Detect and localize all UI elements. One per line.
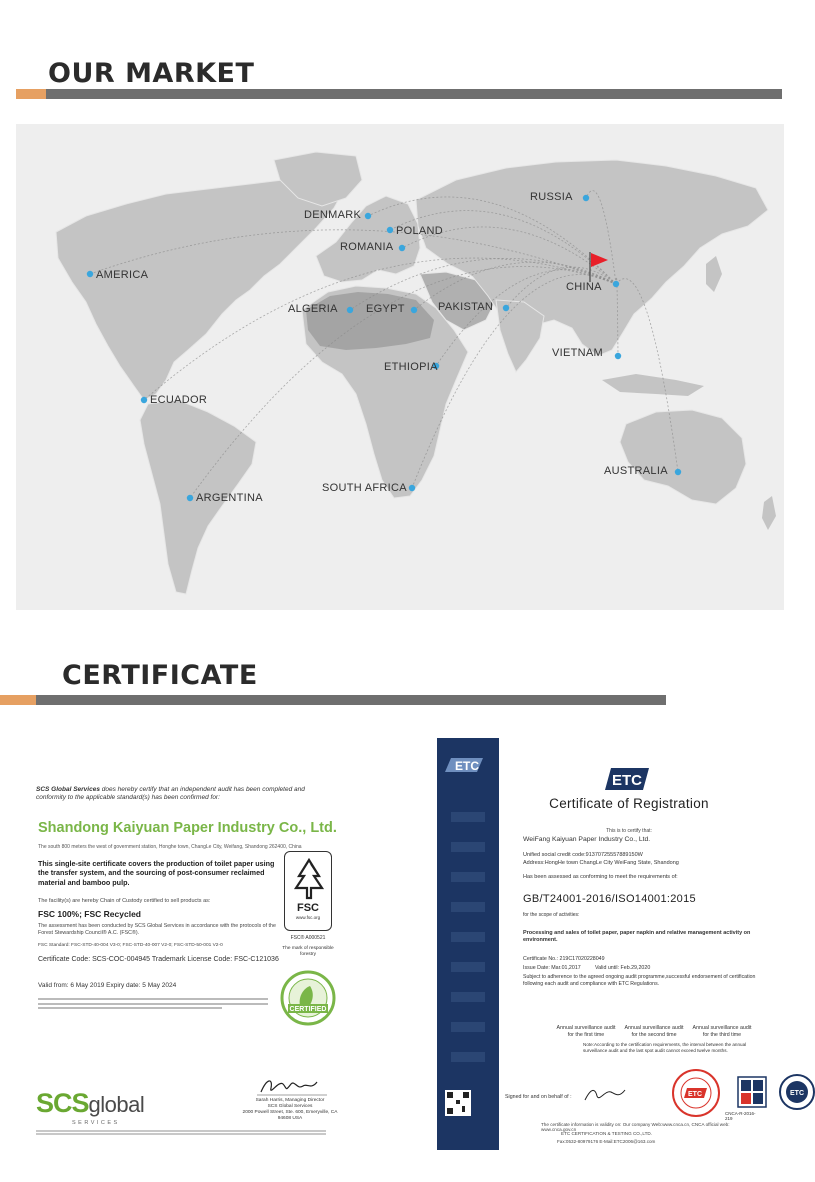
certificate-title-bar [0,695,666,705]
certified-seal-icon [280,970,336,1026]
marker-romania [399,245,405,251]
etc-address: Address:HongHe town ChangLe City WeiFang State, Shandong [523,860,679,866]
marker-poland [387,227,393,233]
indonesia-shape [602,374,704,396]
svg-text:ETC: ETC [455,759,479,773]
scs-facility-text: The facility(s) are hereby Chain of Custody certified to sell products as: [38,898,211,904]
marker-pakistan [503,305,509,311]
svg-text:ETC: ETC [688,1091,702,1098]
scs-services-text: SERVICES [72,1120,120,1126]
etc-blue-badge-icon [779,1074,815,1110]
scs-bottom-fine-print [36,1130,326,1138]
etc-scope-label: for the scope of activities: [523,912,580,918]
marker-vietnam [615,353,621,359]
certificate-section-title: CERTIFICATE [62,660,258,691]
etc-scope: Processing and sales of toilet paper, paper napkin and relative management activity on environment. [523,930,751,944]
marker-australia [675,469,681,475]
scs-company-name: Shandong Kaiyuan Paper Industry Co., Ltd. [38,820,337,836]
etc-certificate-no: Certificate No.: 219C17020228049 [523,956,605,962]
etc-audit-3: Annual surveillance audit for the third time [692,1025,752,1038]
label-pakistan: PAKISTAN [438,301,494,313]
marker-denmark [365,213,371,219]
scs-validity: Valid from: 6 May 2019 Expiry date: 5 May 2024 [38,982,177,989]
etc-footer-contact: Fax:0532-80979176 E-Mail:ETC2006@163.com [557,1139,656,1144]
etc-issue-date: Issue Date: Mar.01,2017 [523,965,581,971]
label-australia: AUSTRALIA [604,465,668,477]
fsc-tree-icon [285,854,333,904]
label-russia: RUSSIA [530,191,573,203]
label-algeria: ALGERIA [288,303,338,315]
marker-argentina [187,495,193,501]
sahara-shape [306,292,434,350]
etc-certificate [437,738,804,1150]
market-title-bar [16,89,782,99]
scs-address: The south 800 meters the west of government station, Honghe town, ChangLe City, Weifang, Shandong 262400, China [38,844,302,850]
etc-company: WeiFang Kaiyuan Paper Industry Co., Ltd. [523,836,651,843]
new-zealand-shape [762,496,776,530]
scs-certificate [22,778,340,1150]
fsc-license-code: FSC® A000521 [290,935,326,941]
market-section-title: OUR MARKET [48,58,255,89]
etc-title: Certificate of Registration [549,796,709,811]
etc-footer-info: The certificate information is validity on: Our company Web:www.cnca.cn, CNCA official web: www.cnca.gov.cn [541,1122,730,1132]
etc-signed-label: Signed for and on behalf of : [505,1094,572,1100]
label-poland: POLAND [396,225,444,237]
scs-assessment: The assessment has been conducted by SCS Global Services in accordance with the protocols of the Forest Stewardship Council® A.C. (FSC®). [38,923,276,936]
cnca-logo-icon [737,1076,767,1108]
label-ecuador: ECUADOR [150,394,208,406]
marker-china [613,281,619,287]
scs-intro: SCS Global Services does hereby certify that an independent audit has been completed and conformity to the applicable standard(s) has been confirmed for: [36,786,305,802]
label-china: CHINA [566,281,602,293]
label-romania: ROMANIA [340,241,394,253]
label-denmark: DENMARK [304,209,362,221]
marker-south-africa [409,485,415,491]
fsc-mark-text: The mark of responsible forestry [282,946,334,957]
scs-standard: FSC Standard: FSC-STD-40-004 V3-0; FSC-STD-40-007 V2-0; FSC-STD-50-001 V2-0 [38,943,223,948]
australia-shape [620,410,746,504]
etc-note: Note:According to the certification requirements, the interval between the annual surveillance audit and the last spot audit cannot exceed twelve months. [583,1042,747,1053]
svg-text:CERTIFIED: CERTIFIED [289,1006,327,1013]
japan-shape [706,256,722,292]
label-argentina: ARGENTINA [196,492,263,504]
scs-scope: This single-site certificate covers the production of toilet paper using the transfer system, and the sourcing of post-consumer reclaimed material and bamboo pulp. [38,859,275,887]
north-america-shape [56,176,346,400]
etc-cnca-code: CNCA-R-2016-219 [725,1111,756,1121]
world-map [16,124,784,610]
label-america: AMERICA [96,269,149,281]
etc-signature-image [583,1084,627,1104]
signatory-block: Sarah Harris, Managing Director SCS Global Services 2000 Powell Street, Ste. 600, Emeryville, CA 94608 USA [242,1098,338,1121]
etc-subject: Subject to adherence to the agreed ongoing audit programme,successful endorsement of certification following each audit and compliance with ETC Regulations. [523,974,756,987]
etc-standard: GB/T24001-2016/ISO14001:2015 [523,893,696,905]
etc-assessed: Has been assessed as conforming to meet the requirements of: [523,874,678,880]
etc-logo [605,766,649,792]
scs-global-logo: SCSglobal [36,1088,145,1118]
etc-audit-1: Annual surveillance audit for the first time [556,1025,616,1038]
marker-ecuador [141,397,147,403]
scs-claims: FSC 100%; FSC Recycled [38,909,141,919]
etc-footer-org: ETC CERTIFICATION & TESTING CO.,LTD. [561,1131,653,1136]
etc-red-stamp-icon [671,1068,721,1118]
etc-audit-2: Annual surveillance audit for the second time [624,1025,684,1038]
signature-image [257,1074,327,1098]
etc-certify-line: This is to certify that: [606,828,652,834]
etc-sidebar [437,738,499,1150]
scs-certificate-code: Certificate Code: SCS-COC-004945 Trademark License Code: FSC-C121036 [38,956,279,963]
india-shape [496,300,544,372]
svg-text:ETC: ETC [790,1090,804,1097]
marker-russia [583,195,589,201]
etc-credit-code: Unified social credit code:91370725557889150W [523,852,643,858]
label-ethiopia: ETHIOPIA [384,361,438,373]
etc-valid-until: Valid until: Feb.29,2020 [595,965,651,971]
label-egypt: EGYPT [366,303,405,315]
marker-egypt [411,307,417,313]
marker-algeria [347,307,353,313]
scs-fine-print [38,998,268,1018]
label-vietnam: VIETNAM [552,347,603,359]
label-south-africa: SOUTH AFRICA [322,482,407,494]
marker-america [87,271,93,277]
svg-text:ETC: ETC [612,772,642,789]
fsc-logo: FSC www.fsc.org [284,851,332,931]
